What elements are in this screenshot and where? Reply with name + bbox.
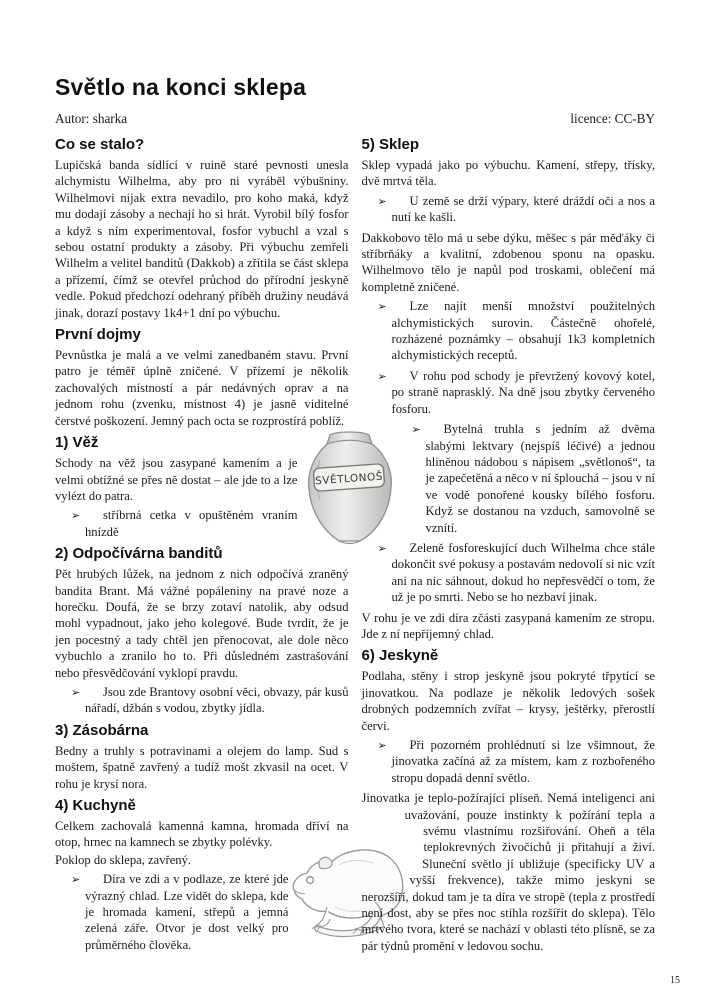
list-item: [362, 298, 656, 364]
paragraph: [362, 790, 656, 954]
paragraph-text: Jinovatka je teplo-požírající plíseň. Nemá inteligenci ani uvažování, pouze instinkty k požírání tepla a svému vlastnímu rozšiřování. Oheň a těla teplokrevných živočichů ji přitahují a živí. Sluneční světlo jí ubližuje (specificky UV a vyšší frekvence), takže mimo jeskyni se nerozšíří, dokud tam je ta díra ve stropě (tepla z prostředí není dost, aby se přes noc stihla rozšířit do sklepa). Tělo mrtvého tvora, které se nachází v oblasti této plísně, se za pár týdnů promění v ledovou sochu.: [361, 791, 655, 953]
section-heading: První dojmy: [55, 326, 141, 344]
paragraph: Celkem zachovalá kamenná kamna, hromada dříví na otop, hrnec na kamnech se zbytky polévky.: [55, 819, 349, 850]
right-column: [362, 131, 656, 957]
jar-label-text: SVĚTLONOŠ: [314, 470, 383, 488]
arrowhead-bullet-icon: ➢: [377, 542, 387, 555]
section-sklep: [362, 136, 656, 642]
arrowhead-bullet-icon: ➢: [377, 195, 387, 208]
paragraph: Poklop do sklepa, zavřený.: [55, 852, 192, 867]
list-item: [362, 737, 656, 786]
list-item-text: U země se drží výpary, které dráždí oči a nos a nutí ke kašli.: [391, 193, 655, 225]
paragraph: Pět hrubých lůžek, na jednom z nich odpočívá zraněný bandita Brant. Má vážné popáleniny na pravé noze a horečku. Doufá, že se brzy zotaví natolik, aby odsud mohl vypadnout, jako jeho kolegové. Bude tvrdit, že je jen pocestný a tady chtěl jen přenocovat, ale dole něco vybuchlo a zranilo ho to. Při důsledném zastrašování nebo přesvědčování vyklopí pravdu.: [55, 567, 349, 680]
list-item-text: Zeleně fosforeskující duch Wilhelma chce stále dokončit své pokusy a postavám nedovolí si nic vzít ani na nic sáhnout, dokud ho nepřesvědčí o tom, že už je po smrti. Nebo se ho nezbaví jinak.: [391, 540, 655, 605]
section-odpocivarna: [55, 545, 349, 717]
list-item: [55, 684, 349, 717]
section-prvni-dojmy: [55, 326, 349, 429]
paragraph: Pevnůstka je malá a ve velmi zanedbaném stavu. První patro je téměř úplně zničené. V přízemí je několik zachovalých místností a pár nedávných oprav a na jednom rohu (zvenku, místnost 4) je jasně viditelné čerstvé poškození. Jemný pach octa se rozprostírá poblíž.: [55, 348, 349, 428]
list-item-text: stříbrná cetka v opuštěném vraním hnízdě: [85, 508, 298, 539]
list-item-text: Bytelná truhla s jedním až dvěma slabými lektvary (nejspíš léčivé) a jednou hliněnou nádobou s nápisem „světlonoš“, ta je zapečetěná a něco v ní šplouchá – jsou v ní ve vodě ponořené kousky bílého fosforu. Když se dostanou na vzduch, samovolně se vznítí.: [425, 422, 655, 535]
section-heading: 4) Kuchyně: [55, 797, 136, 814]
section-jeskyne: [362, 647, 656, 954]
rat-illustration: [293, 871, 349, 957]
author-text: Autor: sharka: [55, 111, 128, 126]
section-heading: Co se stalo?: [55, 136, 145, 153]
arrowhead-bullet-icon: ➢: [377, 370, 387, 383]
section-kuchyne: [55, 797, 349, 953]
list-item-text: V rohu pod schody je převržený kovový kotel, po straně naprasklý. Na dně jsou zbytky červeného fosforu.: [391, 368, 655, 416]
list-item: [362, 540, 656, 606]
list-item-text: Díra ve zdi a v podlaze, ze které jde výrazný chlad. Lze vidět do sklepa, kde je hromada kamení, střepů a jemná zelená záře. Otvor je dost velký pro průměrného člověka.: [85, 872, 289, 952]
list-item: [362, 193, 656, 226]
paragraph: Lupičská banda sídlící v ruině staré pevnosti unesla alchymistu Wilhelma, aby pro ni vyráběl výbušniny. Wilhelmovi nijak extra nevadilo, pro koho maká, když mu dodají zásoby a nechají ho si hrát. Vyrobil bílý fosfor a když s ním experimentoval, fosfor vybuchl a vzal s sebou ostatní produkty a zásoby. Při výbuchu zemřeli Wilhelm a velitel banditů (Dakkob) a zřítila se část sklepa a přízemí, čímž se otevřel průchod do přírodní jeskyně vedle. Pokud předchozí odehraný příběh družiny neudává jinak, dorazí postavy 1k4+1 dní po výbuchu.: [55, 158, 349, 320]
section-zasobarna: [55, 722, 349, 792]
paragraph: V rohu je ve zdi díra zčásti zasypaná kamením ze stropu. Jde z ní nepříjemný chlad.: [361, 610, 655, 641]
paragraph: Sklep vypadá jako po výbuchu. Kamení, střepy, třísky, dvě mrtvá těla.: [361, 158, 655, 189]
list-item-text: Při pozorném prohlédnutí si lze všimnout, že jinovatka začíná až za místem, kam z rozbořeného stropu dopadá denní světlo.: [391, 738, 655, 785]
arrowhead-bullet-icon: ➢: [71, 686, 81, 699]
section-heading: 1) Věž: [55, 434, 99, 452]
list-item-text: Lze najít menší množství použitelných alchymistických surovin. Částečně ohořelé, rozházené poznámky – obsahují 1k3 kompletních alchymistických receptů.: [391, 299, 655, 363]
page-title: Světlo na konci sklepa: [55, 74, 307, 100]
section-heading: 5) Sklep: [361, 136, 420, 153]
paragraph: Dakkobovo tělo má u sebe dýku, měšec s pár měďáky či stříbrňáky a kvalitní, zdobenou sponu na opasku. Wilhelmovo tělo je napůl pod troskami, oblečení má kompletně zničené.: [361, 230, 655, 294]
two-column-layout: [55, 131, 655, 957]
arrowhead-bullet-icon: ➢: [411, 424, 421, 437]
list-item-nested: [396, 421, 656, 536]
arrowhead-bullet-icon: ➢: [71, 510, 81, 523]
byline-row: [55, 111, 655, 127]
list-item: [55, 871, 349, 953]
paragraph: Schody na věž jsou zasypané kamením a je velmi obtížné se přes ně dostat – ale jde to a lze vylézt do patra.: [55, 456, 298, 503]
page-number: 15: [670, 975, 680, 986]
arrowhead-bullet-icon: ➢: [377, 740, 387, 752]
list-item-text: Jsou zde Brantovy osobní věci, obvazy, pár kusů nářadí, džbán s vodou, zbytky jídla.: [85, 684, 349, 716]
section-heading: 3) Zásobárna: [55, 721, 149, 739]
arrowhead-bullet-icon: ➢: [377, 301, 387, 314]
section-heading: 2) Odpočívárna banditů: [55, 545, 223, 563]
list-item: [55, 507, 349, 540]
left-column: [55, 131, 383, 957]
license-text: licence: CC-BY: [570, 111, 655, 126]
section-vez: [55, 434, 383, 540]
list-item: [362, 368, 656, 417]
section-heading: 6) Jeskyně: [361, 647, 439, 665]
section-co-se-stalo: [55, 136, 349, 321]
arrowhead-bullet-icon: ➢: [71, 874, 81, 887]
paragraph: Bedny a truhly s potravinami a olejem do lamp. Sud s moštem, špatně zavřený a tudíž mošt zkvasil na ocet. V rohu je krysí nora.: [55, 743, 349, 791]
page-content: [55, 74, 655, 957]
paragraph: Podlaha, stěny i strop jeskyně jsou pokryté třpytící se jinovatkou. Na podlaze je několik ledových sošek drobných podzemních zvířat – krysy, ještěrky, přerostlí červi.: [361, 669, 655, 733]
